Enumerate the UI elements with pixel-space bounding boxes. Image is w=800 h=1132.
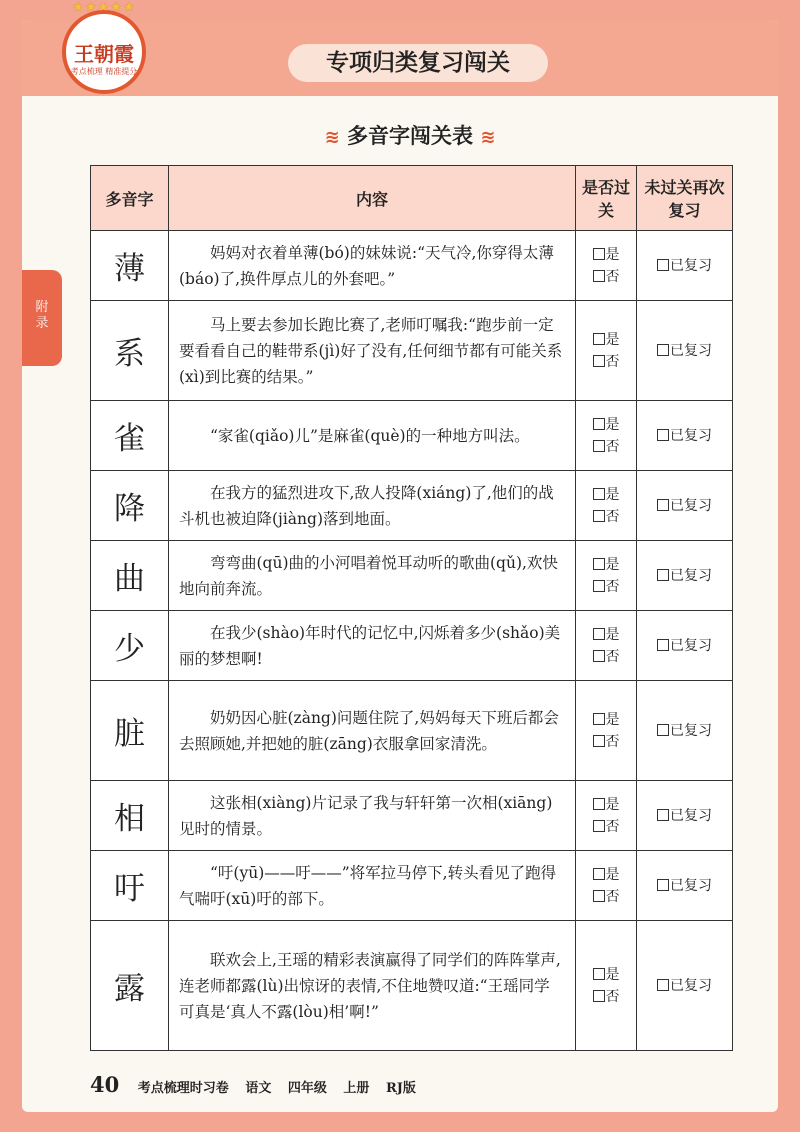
reviewed-option[interactable] (638, 340, 731, 362)
reviewed-option[interactable] (638, 425, 731, 447)
yes-label: 是 (605, 416, 620, 433)
yes-label: 是 (605, 331, 620, 348)
page-title: 专项归类复习闯关 (288, 44, 548, 82)
checkbox-icon[interactable] (657, 344, 669, 356)
checkbox-icon[interactable] (593, 890, 605, 902)
table-row (91, 681, 733, 781)
footer-edition: RJ版 (385, 1081, 416, 1096)
pass-yes-option[interactable] (577, 709, 635, 731)
no-label: 否 (605, 818, 620, 835)
header-pass: 是否过关 (576, 166, 637, 231)
review-cell (637, 611, 733, 681)
checkbox-icon[interactable] (593, 510, 605, 522)
no-label: 否 (605, 578, 620, 595)
polyphone-char: 脏 (91, 681, 169, 781)
review-cell (637, 471, 733, 541)
example-sentence: 弯弯曲(qū)曲的小河唱着悦耳动听的歌曲(qǔ),欢快地向前奔流。 (169, 541, 576, 611)
wave-left-icon: ≋ (324, 127, 340, 148)
polyphone-char: 少 (91, 611, 169, 681)
reviewed-label: 已复习 (670, 257, 712, 274)
pass-no-option[interactable] (577, 436, 635, 458)
example-sentence: 联欢会上,王瑶的精彩表演赢得了同学们的阵阵掌声,连老师都露(lù)出惊讶的表情,不住地赞叹道:“王瑶同学可真是‘真人不露(lòu)相’啊!” (169, 921, 576, 1051)
pass-no-option[interactable] (577, 351, 635, 373)
no-label: 否 (605, 353, 620, 370)
review-cell (637, 401, 733, 471)
header-review: 未过关再次复习 (637, 166, 733, 231)
checkbox-icon[interactable] (593, 270, 605, 282)
yes-label: 是 (605, 966, 620, 983)
checkbox-icon[interactable] (593, 713, 605, 725)
no-label: 否 (605, 508, 620, 525)
checkbox-icon[interactable] (593, 248, 605, 260)
pass-yes-option[interactable] (577, 414, 635, 436)
no-label: 否 (605, 438, 620, 455)
example-sentence: 奶奶因心脏(zàng)问题住院了,妈妈每天下班后都会去照顾她,并把她的脏(zāng)衣服拿回家清洗。 (169, 681, 576, 781)
brand-logo (62, 0, 146, 94)
checkbox-icon[interactable] (593, 820, 605, 832)
logo-stars: ★★★★★ (72, 0, 136, 15)
checkbox-icon[interactable] (657, 639, 669, 651)
checkbox-icon[interactable] (593, 488, 605, 500)
logo-subtitle: 考点梳理 精准提分 (70, 67, 138, 76)
reviewed-label: 已复习 (670, 722, 712, 739)
yes-label: 是 (605, 626, 620, 643)
page-footer (90, 1072, 428, 1096)
wave-right-icon: ≋ (480, 127, 496, 148)
pass-yes-option[interactable] (577, 554, 635, 576)
section-title-text: 多音字闯关表 (347, 124, 473, 148)
review-cell (637, 301, 733, 401)
checkbox-icon[interactable] (593, 735, 605, 747)
review-cell (637, 681, 733, 781)
no-label: 否 (605, 888, 620, 905)
table-row (91, 611, 733, 681)
pass-no-option[interactable] (577, 886, 635, 908)
table-row (91, 301, 733, 401)
pass-yes-option[interactable] (577, 794, 635, 816)
pass-no-option[interactable] (577, 646, 635, 668)
pass-cell (576, 921, 637, 1051)
pass-yes-option[interactable] (577, 864, 635, 886)
reviewed-label: 已复习 (670, 342, 712, 359)
reviewed-label: 已复习 (670, 807, 712, 824)
example-sentence: 马上要去参加长跑比赛了,老师叮嘱我:“跑步前一定要看看自己的鞋带系(jì)好了没有,任何细节都有可能关系(xì)到比赛的结果。” (169, 301, 576, 401)
checkbox-icon[interactable] (593, 968, 605, 980)
reviewed-option[interactable] (638, 975, 731, 997)
pass-yes-option[interactable] (577, 624, 635, 646)
checkbox-icon[interactable] (657, 259, 669, 271)
reviewed-label: 已复习 (670, 427, 712, 444)
yes-label: 是 (605, 556, 620, 573)
checkbox-icon[interactable] (593, 558, 605, 570)
polyphone-char: 薄 (91, 231, 169, 301)
example-sentence: 在我少(shào)年时代的记忆中,闪烁着多少(shǎo)美丽的梦想啊! (169, 611, 576, 681)
checkbox-icon[interactable] (593, 990, 605, 1002)
reviewed-option[interactable] (638, 565, 731, 587)
reviewed-option[interactable] (638, 635, 731, 657)
review-cell (637, 541, 733, 611)
table-row (91, 921, 733, 1051)
review-cell (637, 231, 733, 301)
pass-cell (576, 611, 637, 681)
reviewed-label: 已复习 (670, 977, 712, 994)
polyphone-char: 曲 (91, 541, 169, 611)
polyphone-char: 雀 (91, 401, 169, 471)
checkbox-icon[interactable] (657, 569, 669, 581)
no-label: 否 (605, 268, 620, 285)
pass-no-option[interactable] (577, 576, 635, 598)
reviewed-label: 已复习 (670, 497, 712, 514)
pass-cell (576, 681, 637, 781)
example-sentence: “家雀(qiǎo)儿”是麻雀(què)的一种地方叫法。 (169, 401, 576, 471)
table-row (91, 851, 733, 921)
pass-cell (576, 301, 637, 401)
logo-name: 王朝霞 (74, 42, 134, 66)
no-label: 否 (605, 648, 620, 665)
pass-yes-option[interactable] (577, 244, 635, 266)
reviewed-option[interactable] (638, 255, 731, 277)
page-number: 40 (90, 1072, 120, 1097)
checkbox-icon[interactable] (593, 868, 605, 880)
appendix-tab[interactable] (22, 270, 62, 366)
checkbox-icon[interactable] (593, 798, 605, 810)
no-label: 否 (605, 988, 620, 1005)
example-sentence: 这张相(xiàng)片记录了我与轩轩第一次相(xiāng)见时的情景。 (169, 781, 576, 851)
checkbox-icon[interactable] (657, 429, 669, 441)
appendix-tab-label: 附录 (35, 300, 49, 331)
pass-cell (576, 781, 637, 851)
pass-cell (576, 851, 637, 921)
pass-yes-option[interactable] (577, 964, 635, 986)
pass-no-option[interactable] (577, 816, 635, 838)
checkbox-icon[interactable] (657, 879, 669, 891)
reviewed-option[interactable] (638, 805, 731, 827)
polyphone-char: 吁 (91, 851, 169, 921)
yes-label: 是 (605, 796, 620, 813)
pass-no-option[interactable] (577, 266, 635, 288)
reviewed-option[interactable] (638, 720, 731, 742)
pass-cell (576, 541, 637, 611)
reviewed-option[interactable] (638, 495, 731, 517)
yes-label: 是 (605, 246, 620, 263)
reviewed-label: 已复习 (670, 637, 712, 654)
checkbox-icon[interactable] (593, 333, 605, 345)
pass-yes-option[interactable] (577, 484, 635, 506)
polyphone-char: 降 (91, 471, 169, 541)
yes-label: 是 (605, 486, 620, 503)
checkbox-icon[interactable] (593, 650, 605, 662)
pass-yes-option[interactable] (577, 329, 635, 351)
checkbox-icon[interactable] (657, 724, 669, 736)
footer-book: 考点梳理时习卷 (137, 1081, 229, 1096)
pass-cell (576, 401, 637, 471)
header-content: 内容 (169, 166, 576, 231)
example-sentence: “吁(yū)——吁——”将军拉马停下,转头看见了跑得气喘吁(xū)吁的部下。 (169, 851, 576, 921)
footer-grade: 四年级 (287, 1081, 327, 1096)
checkbox-icon[interactable] (657, 499, 669, 511)
example-sentence: 妈妈对衣着单薄(bó)的妹妹说:“天气冷,你穿得太薄(báo)了,换件厚点儿的外套吧。” (169, 231, 576, 301)
checkbox-icon[interactable] (593, 440, 605, 452)
polyphone-char: 相 (91, 781, 169, 851)
polyphone-char: 露 (91, 921, 169, 1051)
polyphone-char: 系 (91, 301, 169, 401)
checkbox-icon[interactable] (593, 580, 605, 592)
table-row (91, 401, 733, 471)
yes-label: 是 (605, 711, 620, 728)
review-cell (637, 851, 733, 921)
pass-cell (576, 471, 637, 541)
table-row (91, 781, 733, 851)
polyphone-table (90, 165, 733, 1051)
footer-term: 上册 (343, 1081, 370, 1096)
pass-no-option[interactable] (577, 731, 635, 753)
pass-no-option[interactable] (577, 986, 635, 1008)
reviewed-label: 已复习 (670, 567, 712, 584)
table-row (91, 471, 733, 541)
table-row (91, 231, 733, 301)
reviewed-label: 已复习 (670, 877, 712, 894)
reviewed-option[interactable] (638, 875, 731, 897)
header-char: 多音字 (91, 166, 169, 231)
review-cell (637, 781, 733, 851)
table-row (91, 541, 733, 611)
checkbox-icon[interactable] (657, 809, 669, 821)
no-label: 否 (605, 733, 620, 750)
pass-no-option[interactable] (577, 506, 635, 528)
checkbox-icon[interactable] (593, 628, 605, 640)
section-title (300, 118, 520, 154)
review-cell (637, 921, 733, 1051)
checkbox-icon[interactable] (593, 355, 605, 367)
table-header-row (91, 166, 733, 231)
checkbox-icon[interactable] (593, 418, 605, 430)
checkbox-icon[interactable] (657, 979, 669, 991)
pass-cell (576, 231, 637, 301)
example-sentence: 在我方的猛烈进攻下,敌人投降(xiáng)了,他们的战斗机也被迫降(jiàng)落到地面。 (169, 471, 576, 541)
yes-label: 是 (605, 866, 620, 883)
footer-subject: 语文 (245, 1081, 272, 1096)
